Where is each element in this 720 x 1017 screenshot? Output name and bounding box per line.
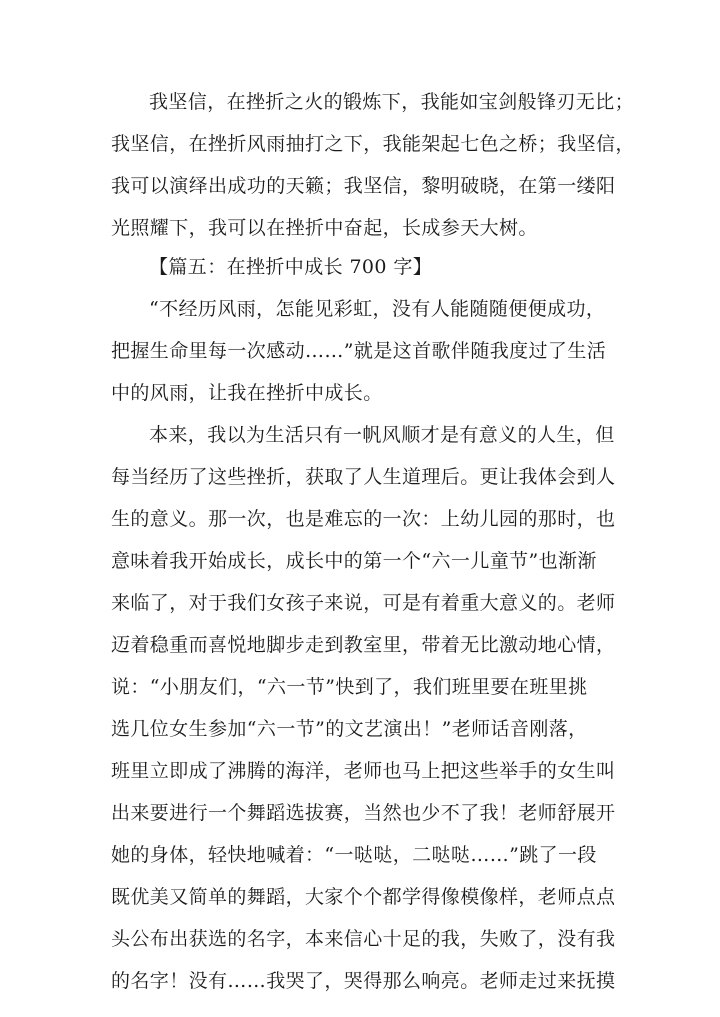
paragraph-line: 来临了，对于我们女孩子来说，可是有着重大意义的。老师 xyxy=(111,592,616,614)
paragraph-line: 她的身体，轻快地喊着：“一哒哒，二哒哒……”跳了一段 xyxy=(111,844,597,866)
paragraph-line: 意味着我开始成长，成长中的第一个“六一儿童节”也渐渐 xyxy=(111,550,597,572)
paragraph-line: 我可以演绎出成功的天籁；我坚信，黎明破晓，在第一缕阳 xyxy=(111,175,616,197)
paragraph-line: 中的风雨，让我在挫折中成长。 xyxy=(111,382,383,404)
paragraph-line: 出来要进行一个舞蹈选拔赛，当然也少不了我！老师舒展开 xyxy=(111,802,616,824)
paragraph-line: “不经历风雨，怎能见彩虹，没有人能随随便便成功， xyxy=(149,298,606,320)
paragraph-line: 头公布出获选的名字，本来信心十足的我，失败了，没有我 xyxy=(111,928,616,950)
paragraph-line: 本来，我以为生活只有一帆风顺才是有意义的人生，但 xyxy=(149,424,615,446)
paragraph-line: 我坚信，在挫折之火的锻炼下，我能如宝剑般锋刃无比； xyxy=(149,91,635,113)
paragraph-line: 把握生命里每一次感动……”就是这首歌伴随我度过了生活 xyxy=(111,340,607,362)
paragraph-line: 迈着稳重而喜悦地脚步走到教室里，带着无比激动地心情， xyxy=(111,634,616,656)
paragraph-line: 选几位女生参加“六一节”的文艺演出！”老师话音刚落， xyxy=(111,718,588,740)
paragraph-line: 既优美又简单的舞蹈，大家个个都学得像模像样，老师点点 xyxy=(111,886,616,908)
paragraph-line: 光照耀下，我可以在挫折中奋起，长成参天大树。 xyxy=(111,217,538,239)
section-heading: 【篇五：在挫折中成长 700 字】 xyxy=(149,256,433,278)
paragraph-line: 我坚信，在挫折风雨抽打之下，我能架起七色之桥；我坚信， xyxy=(111,133,635,155)
paragraph-line: 班里立即成了沸腾的海洋，老师也马上把这些举手的女生叫 xyxy=(111,760,616,782)
paragraph-line: 生的意义。那一次，也是难忘的一次：上幼儿园的那时，也 xyxy=(111,508,616,530)
paragraph-line: 的名字！没有……我哭了，哭得那么响亮。老师走过来抚摸 xyxy=(111,970,616,992)
paragraph-line: 每当经历了这些挫折，获取了人生道理后。更让我体会到人 xyxy=(111,466,616,488)
paragraph-line: 说：“小朋友们，“六一节”快到了，我们班里要在班里挑 xyxy=(111,676,588,698)
